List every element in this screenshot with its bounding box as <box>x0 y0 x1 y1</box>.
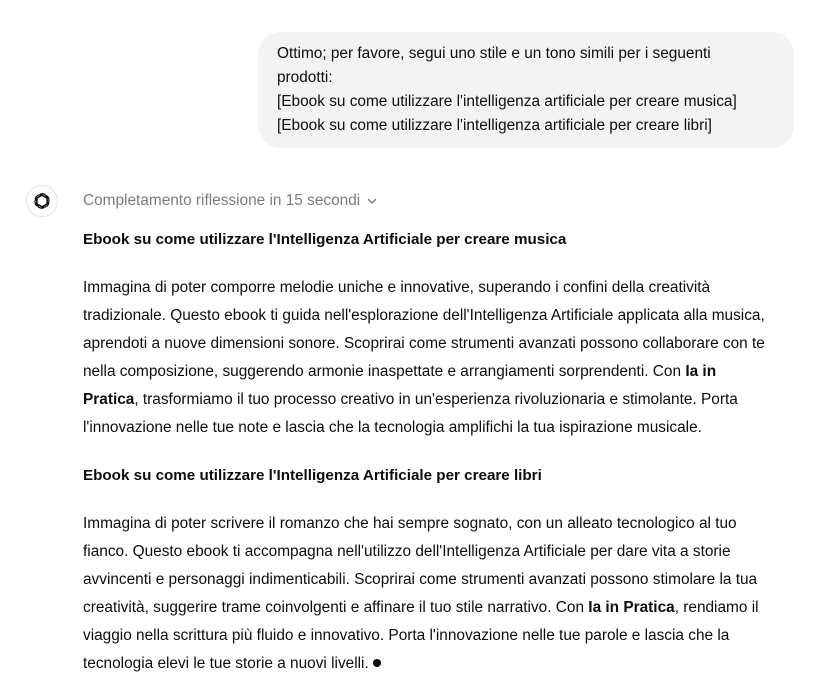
thinking-toggle[interactable] <box>83 190 378 212</box>
paragraph-text: creatività, suggerire trame coinvolgenti e affinare il tuo stile narrativo. Con <box>83 599 589 616</box>
brand-name: Ia in <box>685 363 717 380</box>
paragraph-line: fianco. Questo ebook ti accompagna nell'utilizzo dell'Intelligenza Artificiale per dare vita a storie <box>83 543 731 560</box>
paragraph-line: Immagina di poter scrivere il romanzo che hai sempre sognato, con un alleato tecnologico al tuo <box>83 515 737 532</box>
paragraph-line <box>83 650 759 678</box>
paragraph-line: tradizionale. Questo ebook ti guida nell'esplorazione dell'Intelligenza Artificiale applicata alla musica, <box>83 307 765 324</box>
paragraph-text: , rendiamo il <box>674 599 759 616</box>
user-message-line: [Ebook su come utilizzare l'intelligenza artificiale per creare libri] <box>277 117 712 134</box>
section-title: Ebook su come utilizzare l'Intelligenza Artificiale per creare musica <box>83 231 567 248</box>
paragraph-line <box>83 358 765 386</box>
paragraph-line: Immagina di poter comporre melodie uniche e innovative, superando i confini della creatività <box>83 279 711 296</box>
paragraph-line: viaggio nella scrittura più fluido e innovativo. Porta l'innovazione nelle tue parole e lascia che la <box>83 627 730 644</box>
section-paragraph <box>83 510 759 678</box>
brand-name: Ia in Pratica <box>588 599 675 616</box>
thinking-label: Completamento riflessione in 15 secondi <box>83 192 361 209</box>
brand-name: Pratica <box>83 391 135 408</box>
paragraph-line <box>83 386 765 414</box>
openai-logo-icon <box>32 191 52 211</box>
paragraph-text: nella composizione, suggerendo armonie inaspettate e arrangiamenti sorprendenti. Con <box>83 363 686 380</box>
paragraph-line: avvincenti e personaggi indimenticabili. Scoprirai come strumenti avanzati possono stimolare la tua <box>83 571 758 588</box>
user-message-line: [Ebook su come utilizzare l'intelligenza artificiale per creare musica] <box>277 93 737 110</box>
paragraph-line: aprendoti a nuove dimensioni sonore. Scoprirai come strumenti avanzati possono collaborare con te <box>83 335 765 352</box>
user-message-bubble <box>258 32 794 148</box>
user-message-line: Ottimo; per favore, segui uno stile e un tono simili per i seguenti <box>277 45 711 62</box>
chevron-down-icon <box>366 195 378 207</box>
streaming-cursor-icon <box>373 659 381 667</box>
section-paragraph <box>83 274 765 442</box>
paragraph-text: tecnologia elevi le tue storie a nuovi livelli. <box>83 655 369 672</box>
user-message-line: prodotti: <box>277 69 333 86</box>
assistant-avatar <box>26 185 58 217</box>
paragraph-line: l'innovazione nelle tue note e lascia che la tecnologia amplifichi la tua ispirazione musicale. <box>83 419 702 436</box>
section-title: Ebook su come utilizzare l'Intelligenza Artificiale per creare libri <box>83 467 542 484</box>
paragraph-line <box>83 594 759 622</box>
paragraph-text: , trasformiamo il tuo processo creativo in un'esperienza rivoluzionaria e stimolante. Porta <box>134 391 738 408</box>
